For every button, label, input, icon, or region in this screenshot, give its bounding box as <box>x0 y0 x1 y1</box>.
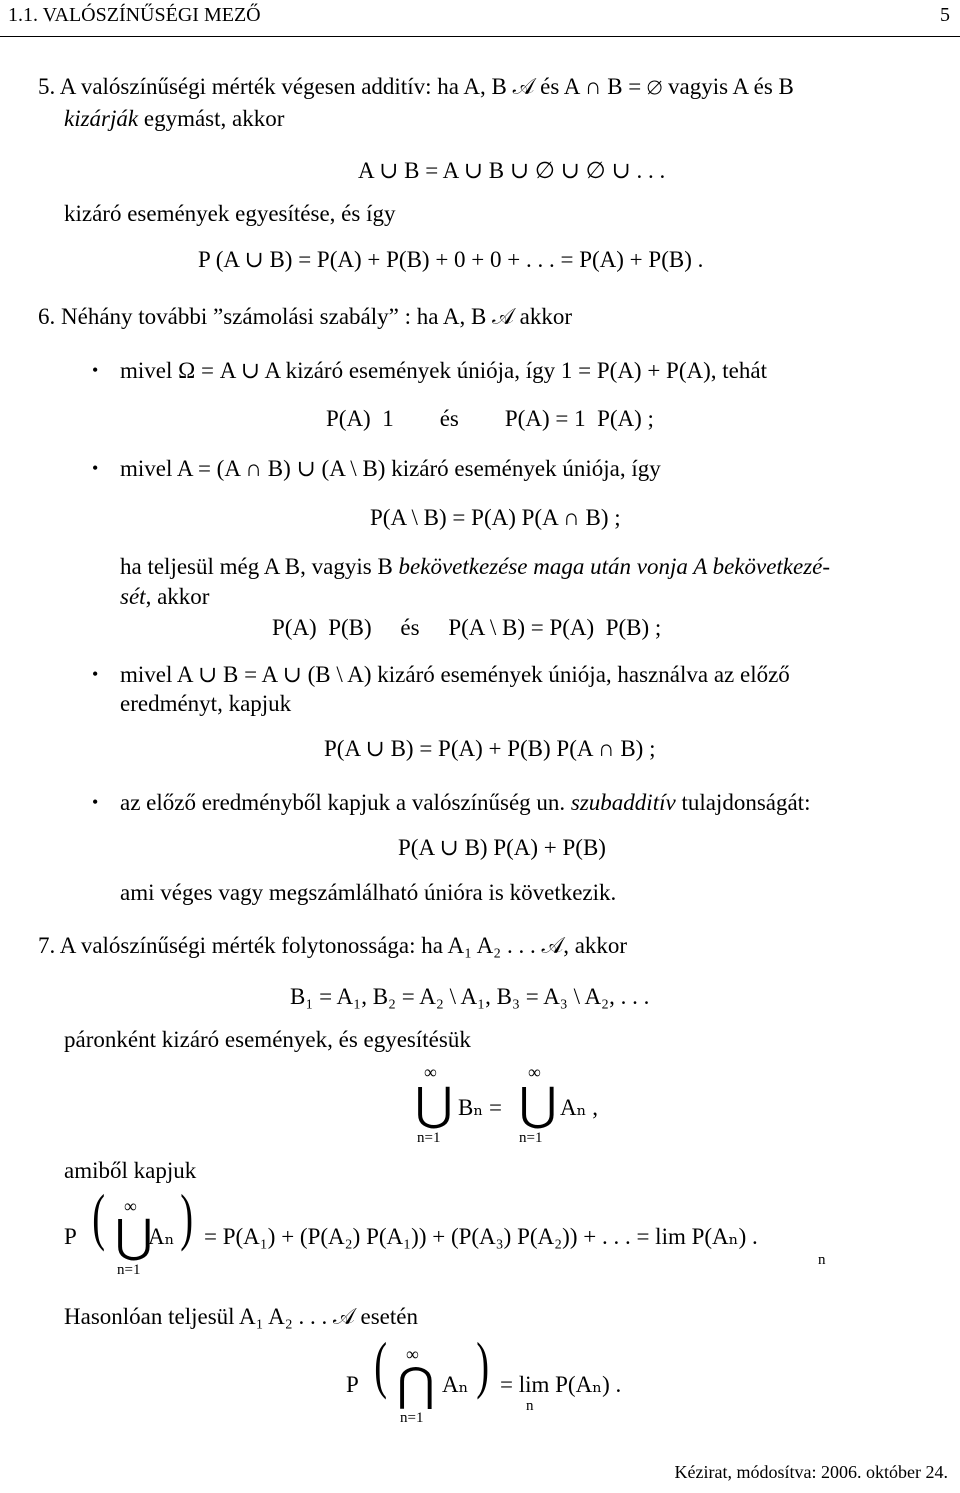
eq3-lim-sub: n <box>818 1252 826 1268</box>
eq3-rparen: ) <box>180 1181 194 1252</box>
eq4-sub: n=1 <box>400 1410 424 1426</box>
item6-b2-cont1-italic: bekövetkezése maga után vonja A bekövetkezé- <box>398 554 831 579</box>
item7-text3: Hasonlóan teljesül A₁ A₂ . . . 𝒜 esetén <box>64 1304 418 1329</box>
union1-symbol: ⋃ <box>415 1079 453 1130</box>
item6-b4 <box>120 788 810 818</box>
eq3-union: ⋃ <box>115 1211 153 1262</box>
eq4-lim-sub: n <box>526 1398 534 1414</box>
eq4-rest: = lim P(Aₙ) . <box>500 1372 622 1397</box>
item6-b1-text: mivel Ω = A ∪ A kizáró események úniója, így 1 = P(A) + P(A), tehát <box>120 358 767 383</box>
bullet-4: • <box>92 792 99 812</box>
eq3-An: Aₙ <box>148 1224 175 1249</box>
item5-line1: 5. A valószínűségi mérték végesen additív: ha A, B 𝒜 és A ∩ B = ∅ vagyis A és B <box>38 74 794 99</box>
item6-b2-eq: P(A \ B) = P(A) P(A ∩ B) ; <box>370 505 621 530</box>
item6-b4-a: az előző eredményből kapjuk a valószínűség un. <box>120 790 571 815</box>
item6-b4-italic: szubadditív <box>570 790 676 815</box>
item5-line2-rest: egymást, akkor <box>138 106 285 131</box>
eq3-P: P <box>64 1224 77 1249</box>
page-number: 5 <box>940 4 950 26</box>
union1-sub: n=1 <box>417 1130 441 1146</box>
item6-b4-after: ami véges vagy megszámlálható únióra is következik. <box>120 880 617 905</box>
item5-line2 <box>64 104 284 134</box>
item6-b4-b: tulajdonságát: <box>675 790 811 815</box>
item6-b2-text: mivel A = (A ∩ B) ∪ (A \ B) kizáró események úniója, így <box>120 456 661 481</box>
union1-sup: ∞ <box>424 1062 437 1082</box>
item5-eq1: A ∪ B = A ∪ B ∪ ∅ ∪ ∅ ∪ . . . <box>358 158 666 183</box>
item7-eq2-mid: Bₙ = <box>458 1095 503 1120</box>
item5-italic: kizárják <box>64 106 139 131</box>
item6-b2-eq2: P(A) P(B) és P(A \ B) = P(A) P(B) ; <box>272 615 662 640</box>
footer-note: Kézirat, módosítva: 2006. október 24. <box>674 1462 948 1482</box>
item6-b1-eq: P(A) 1 és P(A) = 1 P(A) ; <box>326 406 654 431</box>
header-rule <box>0 36 960 37</box>
eq3-sub: n=1 <box>117 1262 141 1278</box>
union2-sup: ∞ <box>528 1062 541 1082</box>
item6-b2-cont1-a: ha teljesül még A B, vagyis B <box>120 554 399 579</box>
eq3-rest: = P(A₁) + (P(A₂) P(A₁)) + (P(A₃) P(A₂)) + . . . = lim P(Aₙ) . <box>204 1224 758 1249</box>
item5-eq2: P (A ∪ B) = P(A) + P(B) + 0 + 0 + . . . = P(A) + P(B) . <box>198 247 704 272</box>
item6-b3-eq: P(A ∪ B) = P(A) + P(B) P(A ∩ B) ; <box>324 736 656 761</box>
item6-b2-cont2 <box>120 582 209 612</box>
union2-symbol: ⋃ <box>519 1079 557 1130</box>
eq4-P: P <box>346 1372 359 1397</box>
item7-text2: amiből kapjuk <box>64 1158 197 1183</box>
eq4-rparen: ) <box>476 1329 490 1400</box>
item7-eq2-end: Aₙ , <box>560 1095 599 1120</box>
item6-b3-line1: mivel A ∪ B = A ∪ (B \ A) kizáró események úniója, használva az előző <box>120 662 790 687</box>
eq4-lparen: ( <box>374 1329 388 1400</box>
item6-intro: 6. Néhány további ”számolási szabály” : ha A, B 𝒜 akkor <box>38 304 573 329</box>
union2-sub: n=1 <box>519 1130 543 1146</box>
bullet-3: • <box>92 664 99 684</box>
item6-b2-cont1 <box>120 552 830 582</box>
item6-b3-line2: eredményt, kapjuk <box>120 691 292 716</box>
eq4-sup: ∞ <box>406 1344 419 1364</box>
item7-text1: páronként kizáró események, és egyesítésük <box>64 1027 471 1052</box>
bullet-1: • <box>92 360 99 380</box>
eq3-lparen: ( <box>92 1181 106 1252</box>
item6-b4-eq: P(A ∪ B) P(A) + P(B) <box>398 835 606 860</box>
item6-b2-cont2-italic: sét <box>120 584 146 609</box>
eq4-intersection: ⋂ <box>397 1359 435 1410</box>
eq3-sup: ∞ <box>124 1196 137 1216</box>
running-header: 1.1. VALÓSZÍNŰSÉGI MEZŐ <box>8 4 261 26</box>
item7-intro: 7. A valószínűségi mérték folytonossága: ha A₁ A₂ . . . 𝒜, akkor <box>38 933 628 958</box>
item7-eq1: B₁ = A₁, B₂ = A₂ \ A₁, B₃ = A₃ \ A₂, . . . <box>290 984 650 1009</box>
item5-text2: kizáró események egyesítése, és így <box>64 201 396 226</box>
bullet-2: • <box>92 458 99 478</box>
eq4-An: Aₙ <box>442 1372 469 1397</box>
item6-b2-cont2-rest: , akkor <box>145 584 210 609</box>
